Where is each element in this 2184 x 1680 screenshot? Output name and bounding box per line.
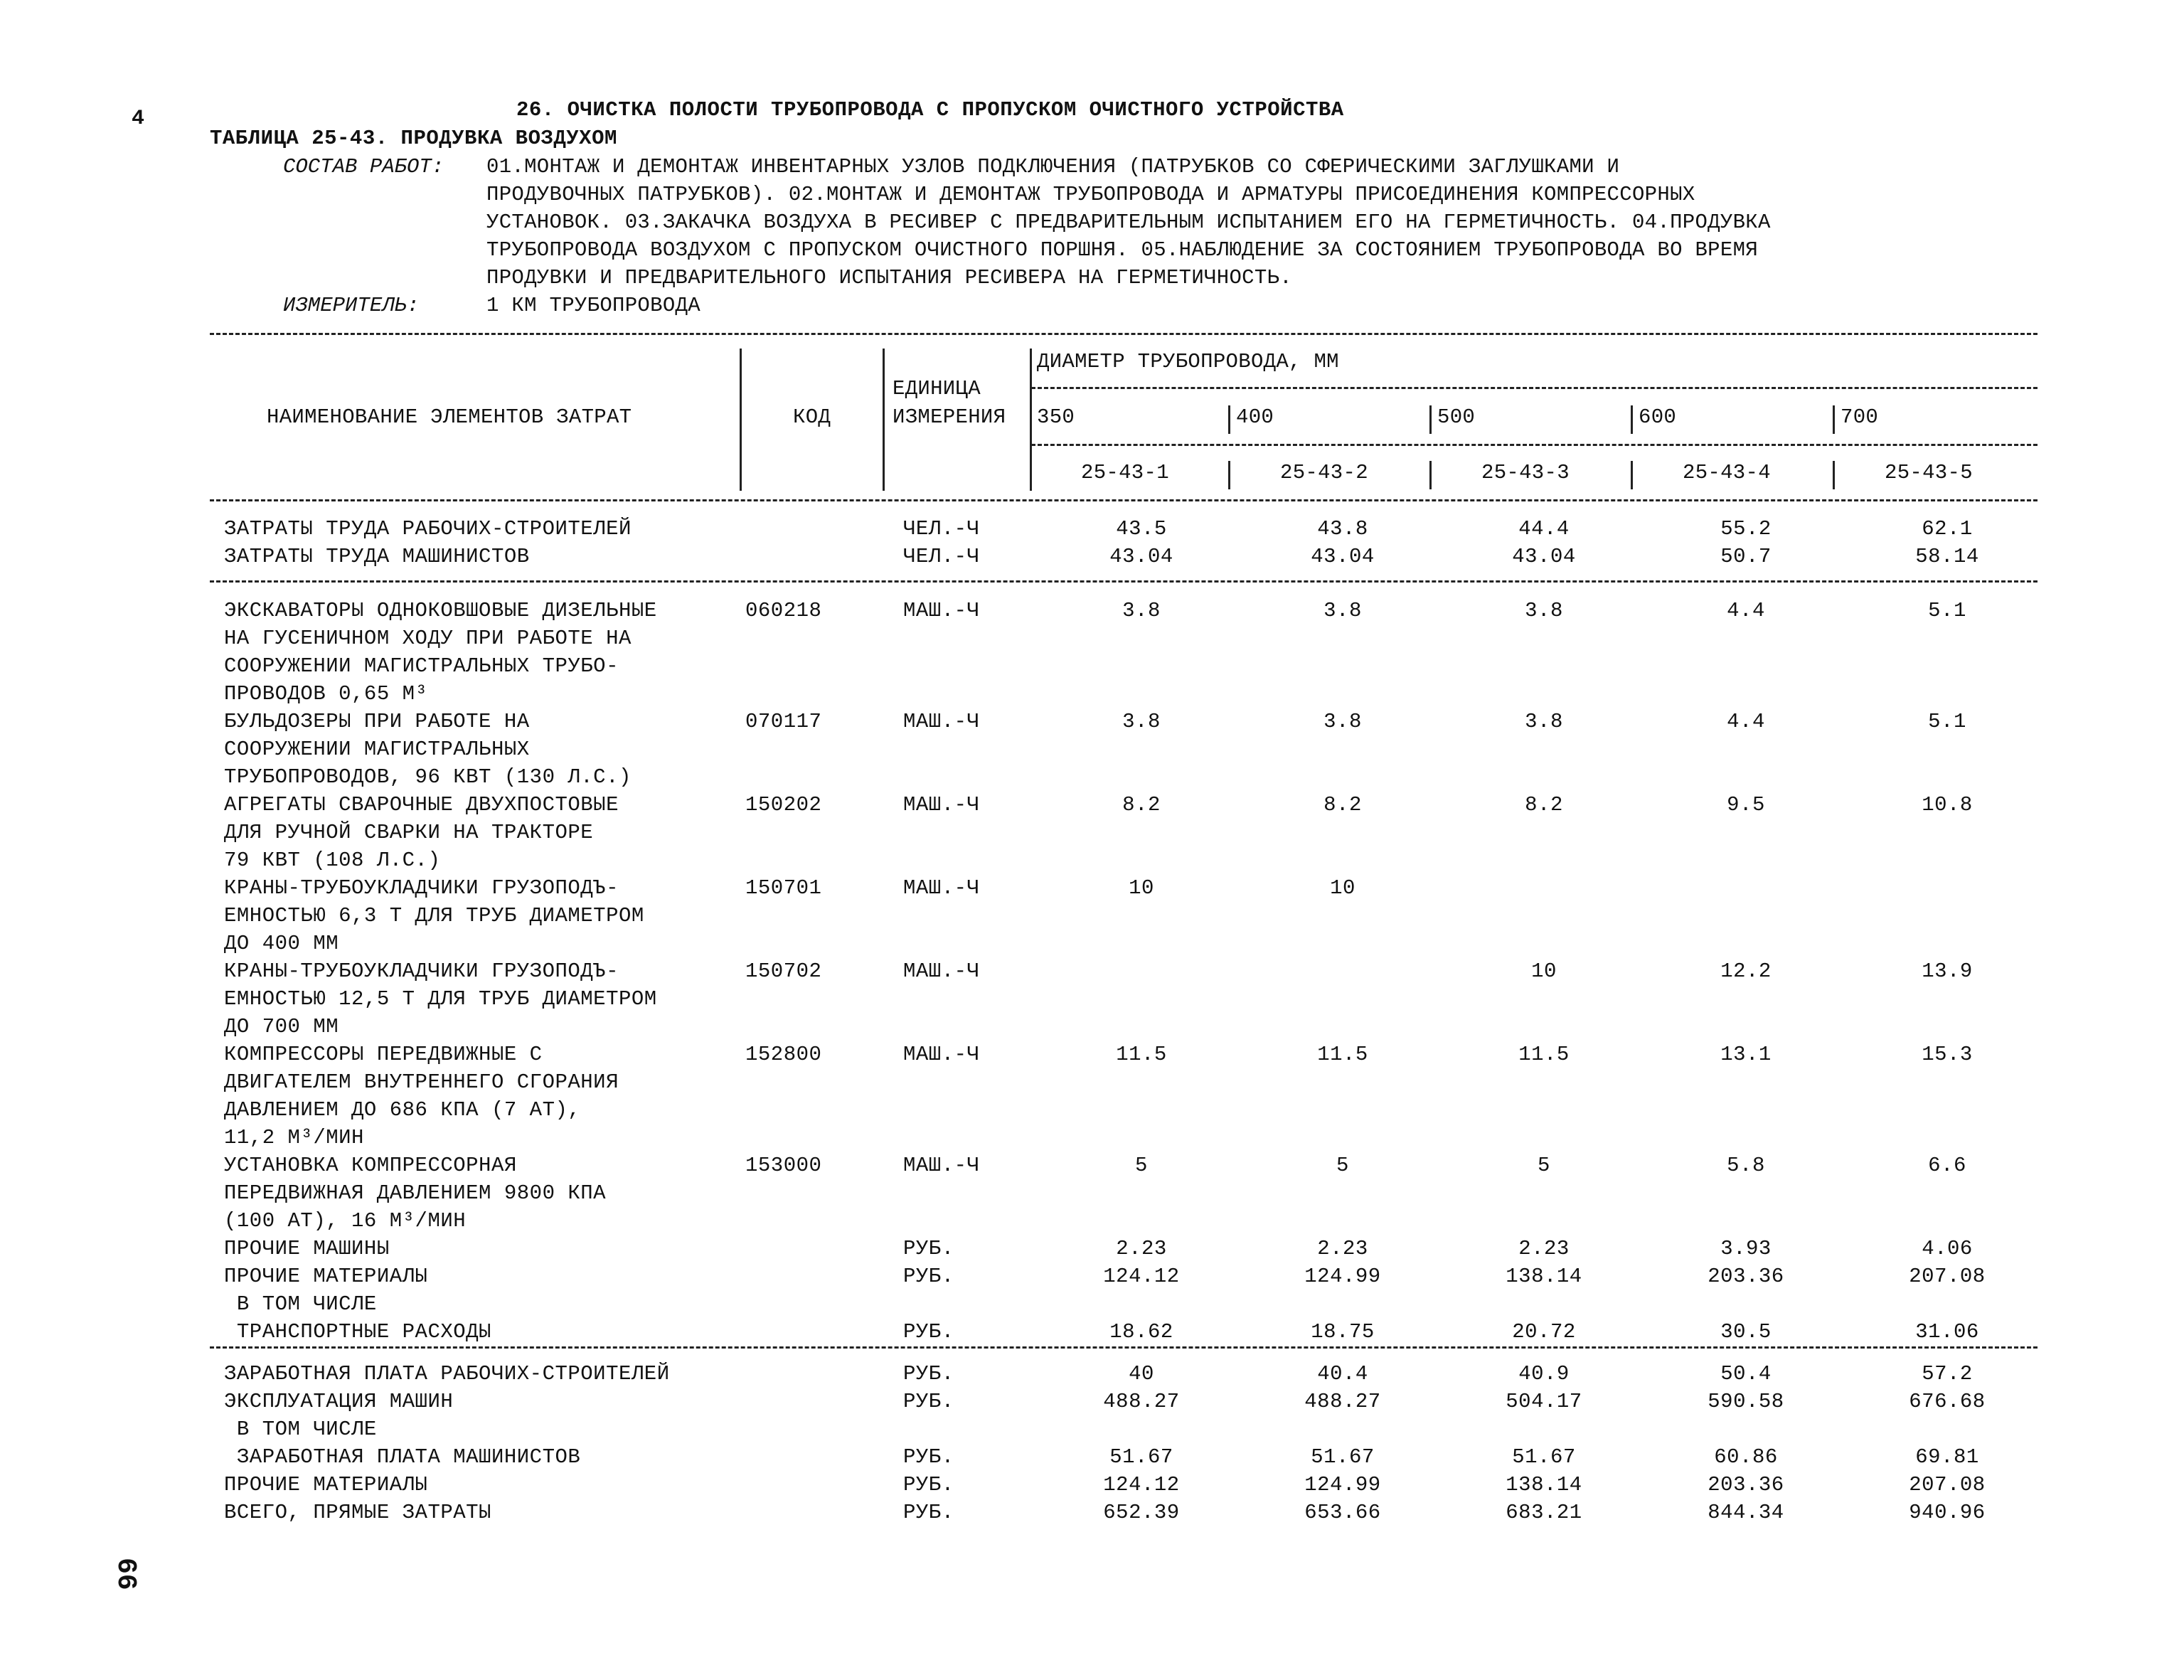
cost-row-unit: РУБ. [903, 1445, 954, 1469]
header-unit-1: ЕДИНИЦА [893, 377, 981, 400]
machine-row-unit: РУБ. [903, 1320, 954, 1344]
cost-row-value: 488.27 [1304, 1390, 1381, 1413]
rule-diameter [1031, 387, 2037, 389]
cost-row-name: ЗАРАБОТНАЯ ПЛАТА МАШИНИСТОВ [224, 1445, 581, 1469]
work-line-4: ТРУБОПРОВОДА ВОЗДУХОМ С ПРОПУСКОМ ОЧИСТНОГО ПОРШНЯ. 05.НАБЛЮДЕНИЕ ЗА СОСТОЯНИЕМ ТРУБОПРОВОДА ВО ВРЕМЯ [486, 238, 1758, 262]
col-divider-unit [1030, 349, 1032, 491]
labor-row-value: 43.04 [1311, 545, 1375, 568]
machine-row-name-line: ТРУБОПРОВОДОВ, 96 КВТ (130 Л.С.) [224, 765, 632, 789]
machine-row-name-line: ЕМНОСТЬЮ 12,5 Т ДЛЯ ТРУБ ДИАМЕТРОМ [224, 987, 657, 1011]
machine-row-name-line: ЕМНОСТЬЮ 6,3 Т ДЛЯ ТРУБ ДИАМЕТРОМ [224, 904, 644, 927]
machine-row-value: 15.3 [1922, 1043, 1973, 1066]
cost-row-value: 60.86 [1714, 1445, 1778, 1469]
work-line-2: ПРОДУВОЧНЫХ ПАТРУБКОВ). 02.МОНТАЖ И ДЕМОНТАЖ ТРУБОПРОВОДА И АРМАТУРЫ ПРИСОЕДИНЕНИЯ КОМПРЕССОРНЫХ [486, 183, 1695, 206]
cost-row-value: 51.67 [1311, 1445, 1375, 1469]
machine-row-value: 5.1 [1928, 710, 1966, 733]
machine-row-value: 5 [1538, 1154, 1550, 1177]
machine-row-value: 2.23 [1317, 1237, 1368, 1260]
cost-row-name: ЗАРАБОТНАЯ ПЛАТА РАБОЧИХ-СТРОИТЕЛЕЙ [224, 1362, 670, 1386]
cost-row-value: 124.99 [1304, 1473, 1381, 1496]
code-divider-4 [1631, 461, 1633, 489]
machine-row-code: 150702 [745, 959, 822, 983]
cost-row-value: 51.67 [1109, 1445, 1173, 1469]
rule-top [210, 333, 2037, 335]
machine-row-unit: МАШ.-Ч [903, 710, 980, 733]
work-line-1: 01.МОНТАЖ И ДЕМОНТАЖ ИНВЕНТАРНЫХ УЗЛОВ ПОДКЛЮЧЕНИЯ (ПАТРУБКОВ СО СФЕРИЧЕСКИМИ ЗАГЛУШКАМИ И [486, 155, 1620, 179]
machine-row-unit: РУБ. [903, 1265, 954, 1288]
col-divider-code [883, 349, 885, 491]
cost-row-value: 50.4 [1720, 1362, 1772, 1386]
machine-row-value: 9.5 [1727, 793, 1765, 817]
machine-row-value: 2.23 [1518, 1237, 1570, 1260]
cost-row-value: 940.96 [1909, 1501, 1986, 1524]
cost-row-value: 652.39 [1103, 1501, 1180, 1524]
machine-row-value: 18.75 [1311, 1320, 1375, 1344]
col-divider-400 [1228, 405, 1230, 434]
machine-row-value: 11.5 [1116, 1043, 1167, 1066]
machine-row-unit: МАШ.-Ч [903, 1154, 980, 1177]
machine-row-unit: РУБ. [903, 1237, 954, 1260]
cost-row-unit: РУБ. [903, 1473, 954, 1496]
col-divider-name [740, 349, 742, 491]
margin-mark: 4 [132, 107, 145, 131]
cost-row-unit: РУБ. [903, 1390, 954, 1413]
machine-row-name-line: СООРУЖЕНИИ МАГИСТРАЛЬНЫХ ТРУБО- [224, 654, 619, 678]
machine-row-name-line: КРАНЫ-ТРУБОУКЛАДЧИКИ ГРУЗОПОДЪ- [224, 876, 619, 900]
machine-row-value: 8.2 [1525, 793, 1563, 817]
work-line-5: ПРОДУВКИ И ПРЕДВАРИТЕЛЬНОГО ИСПЫТАНИЯ РЕСИВЕРА НА ГЕРМЕТИЧНОСТЬ. [486, 266, 1292, 289]
cost-row-value: 40.9 [1518, 1362, 1570, 1386]
machine-row-name-line: ТРАНСПОРТНЫЕ РАСХОДЫ [224, 1320, 491, 1344]
cost-row-value: 653.66 [1304, 1501, 1381, 1524]
machine-row-name-line: ДО 700 ММ [224, 1015, 339, 1038]
machine-row-value: 5.1 [1928, 599, 1966, 622]
machine-row-value: 3.8 [1323, 710, 1362, 733]
machine-row-name-line: НА ГУСЕНИЧНОМ ХОДУ ПРИ РАБОТЕ НА [224, 627, 632, 650]
machine-row-value: 203.36 [1708, 1265, 1784, 1288]
machine-row-value: 10.8 [1922, 793, 1973, 817]
machine-row-value: 3.8 [1122, 599, 1161, 622]
machine-row-name-line: АГРЕГАТЫ СВАРОЧНЫЕ ДВУХПОСТОВЫЕ [224, 793, 619, 817]
machine-row-code: 153000 [745, 1154, 822, 1177]
work-line-3: УСТАНОВОК. 03.ЗАКАЧКА ВОЗДУХА В РЕСИВЕР С ПРЕДВАРИТЕЛЬНЫМ ИСПЫТАНИЕМ ЕГО НА ГЕРМЕТИЧНОСТЬ. 04.ПРОДУВКА [486, 211, 1771, 234]
code-25-43-4: 25-43-4 [1683, 461, 1771, 484]
rule-after-labor [210, 580, 2037, 583]
machine-row-value: 11.5 [1317, 1043, 1368, 1066]
cost-row-value: 57.2 [1922, 1362, 1973, 1386]
measure-label: ИЗМЕРИТЕЛЬ: [283, 294, 420, 317]
code-divider-5 [1833, 461, 1835, 489]
machine-row-name-line: ДВИГАТЕЛЕМ ВНУТРЕННЕГО СГОРАНИЯ [224, 1070, 619, 1094]
col-divider-500 [1429, 405, 1432, 434]
machine-row-name-line: УСТАНОВКА КОМПРЕССОРНАЯ [224, 1154, 517, 1177]
diameter-500: 500 [1437, 405, 1476, 429]
machine-row-name-line: 11,2 М³/МИН [224, 1126, 364, 1149]
machine-row-value: 124.12 [1103, 1265, 1180, 1288]
machine-row-value: 12.2 [1720, 959, 1772, 983]
machine-row-value: 20.72 [1512, 1320, 1576, 1344]
machine-row-name-line: ДЛЯ РУЧНОЙ СВАРКИ НА ТРАКТОРЕ [224, 821, 594, 844]
machine-row-value: 30.5 [1720, 1320, 1772, 1344]
labor-row-unit: ЧЕЛ.-Ч [903, 545, 980, 568]
cost-row-value: 138.14 [1506, 1473, 1582, 1496]
labor-row-value: 43.04 [1512, 545, 1576, 568]
labor-row-name: ЗАТРАТЫ ТРУДА МАШИНИСТОВ [224, 545, 530, 568]
machine-row-name-line: В ТОМ ЧИСЛЕ [224, 1292, 377, 1316]
cost-row-value: 590.58 [1708, 1390, 1784, 1413]
machine-row-name-line: ПРОВОДОВ 0,65 М³ [224, 682, 428, 706]
cost-row-value: 683.21 [1506, 1501, 1582, 1524]
machine-row-value: 124.99 [1304, 1265, 1381, 1288]
machine-row-code: 150202 [745, 793, 822, 817]
machine-row-unit: МАШ.-Ч [903, 876, 980, 900]
machine-row-name-line: ПРОЧИЕ МАШИНЫ [224, 1237, 390, 1260]
col-divider-600 [1631, 405, 1633, 434]
code-divider-2 [1228, 461, 1230, 489]
header-name: НАИМЕНОВАНИЕ ЭЛЕМЕНТОВ ЗАТРАТ [267, 405, 632, 429]
labor-row-value: 55.2 [1720, 517, 1772, 541]
machine-row-name-line: ПРОЧИЕ МАТЕРИАЛЫ [224, 1265, 428, 1288]
machine-row-value: 13.9 [1922, 959, 1973, 983]
cost-row-name: ПРОЧИЕ МАТЕРИАЛЫ [224, 1473, 428, 1496]
labor-row-value: 43.8 [1317, 517, 1368, 541]
machine-row-value: 4.4 [1727, 599, 1765, 622]
labor-row-value: 50.7 [1720, 545, 1772, 568]
machine-row-value: 3.8 [1323, 599, 1362, 622]
machine-row-value: 10 [1129, 876, 1154, 900]
machine-row-unit: МАШ.-Ч [903, 959, 980, 983]
cost-row-value: 40 [1129, 1362, 1154, 1386]
machine-row-value: 3.93 [1720, 1237, 1772, 1260]
machine-row-code: 152800 [745, 1043, 822, 1066]
header-unit-2: ИЗМЕРЕНИЯ [893, 405, 1006, 429]
diameter-350: 350 [1037, 405, 1075, 429]
cost-row-name: ВСЕГО, ПРЯМЫЕ ЗАТРАТЫ [224, 1501, 491, 1524]
machine-row-value: 4.06 [1922, 1237, 1973, 1260]
rule-header-bottom [210, 499, 2037, 501]
code-divider-3 [1429, 461, 1432, 489]
machine-row-name-line: ЭКСКАВАТОРЫ ОДНОКОВШОВЫЕ ДИЗЕЛЬНЫЕ [224, 599, 657, 622]
machine-row-value: 3.8 [1525, 599, 1563, 622]
machine-row-value: 10 [1330, 876, 1355, 900]
labor-row-value: 44.4 [1518, 517, 1570, 541]
table-title: ТАБЛИЦА 25-43. ПРОДУВКА ВОЗДУХОМ [210, 127, 617, 150]
machine-row-value: 5 [1336, 1154, 1349, 1177]
machine-row-value: 5.8 [1727, 1154, 1765, 1177]
code-25-43-3: 25-43-3 [1481, 461, 1570, 484]
machine-row-name-line: СООРУЖЕНИИ МАГИСТРАЛЬНЫХ [224, 738, 530, 761]
header-code: КОД [793, 405, 831, 429]
machine-row-value: 13.1 [1720, 1043, 1772, 1066]
cost-row-name: В ТОМ ЧИСЛЕ [224, 1418, 377, 1441]
machine-row-code: 150701 [745, 876, 822, 900]
cost-row-value: 676.68 [1909, 1390, 1986, 1413]
machine-row-name-line: ПЕРЕДВИЖНАЯ ДАВЛЕНИЕМ 9800 КПА [224, 1181, 607, 1205]
machine-row-name-line: 79 КВТ (108 Л.С.) [224, 849, 441, 872]
diameter-700: 700 [1841, 405, 1879, 429]
cost-row-value: 51.67 [1512, 1445, 1576, 1469]
machine-row-value: 18.62 [1109, 1320, 1173, 1344]
cost-row-value: 124.12 [1103, 1473, 1180, 1496]
machine-row-value: 10 [1531, 959, 1557, 983]
cost-row-value: 504.17 [1506, 1390, 1582, 1413]
machine-row-value: 3.8 [1525, 710, 1563, 733]
rule-codes [1031, 444, 2037, 446]
machine-row-value: 4.4 [1727, 710, 1765, 733]
section-title: 26. ОЧИСТКА ПОЛОСТИ ТРУБОПРОВОДА С ПРОПУСКОМ ОЧИСТНОГО УСТРОЙСТВА [516, 98, 1344, 122]
machine-row-code: 060218 [745, 599, 822, 622]
machine-row-value: 5 [1135, 1154, 1148, 1177]
machine-row-name-line: КОМПРЕССОРЫ ПЕРЕДВИЖНЫЕ С [224, 1043, 543, 1066]
cost-row-unit: РУБ. [903, 1362, 954, 1386]
cost-row-value: 69.81 [1915, 1445, 1979, 1469]
cost-row-unit: РУБ. [903, 1501, 954, 1524]
machine-row-value: 8.2 [1323, 793, 1362, 817]
cost-row-value: 207.08 [1909, 1473, 1986, 1496]
machine-row-unit: МАШ.-Ч [903, 599, 980, 622]
labor-row-name: ЗАТРАТЫ ТРУДА РАБОЧИХ-СТРОИТЕЛЕЙ [224, 517, 632, 541]
machine-row-value: 138.14 [1506, 1265, 1582, 1288]
machine-row-unit: МАШ.-Ч [903, 1043, 980, 1066]
machine-row-value: 11.5 [1518, 1043, 1570, 1066]
labor-row-unit: ЧЕЛ.-Ч [903, 517, 980, 541]
code-25-43-1: 25-43-1 [1081, 461, 1169, 484]
machine-row-value: 207.08 [1909, 1265, 1986, 1288]
labor-row-value: 58.14 [1915, 545, 1979, 568]
machine-row-name-line: (100 АТ), 16 М³/МИН [224, 1209, 467, 1233]
col-divider-700 [1833, 405, 1835, 434]
rule-after-machines [210, 1346, 2037, 1349]
machine-row-value: 3.8 [1122, 710, 1161, 733]
cost-row-value: 203.36 [1708, 1473, 1784, 1496]
labor-row-value: 43.04 [1109, 545, 1173, 568]
cost-row-value: 844.34 [1708, 1501, 1784, 1524]
cost-row-name: ЭКСПЛУАТАЦИЯ МАШИН [224, 1390, 454, 1413]
machine-row-name-line: ДАВЛЕНИЕМ ДО 686 КПА (7 АТ), [224, 1098, 581, 1122]
machine-row-name-line: БУЛЬДОЗЕРЫ ПРИ РАБОТЕ НА [224, 710, 530, 733]
machine-row-name-line: ДО 400 ММ [224, 932, 339, 955]
cost-row-value: 488.27 [1103, 1390, 1180, 1413]
machine-row-name-line: КРАНЫ-ТРУБОУКЛАДЧИКИ ГРУЗОПОДЪ- [224, 959, 619, 983]
machine-row-unit: МАШ.-Ч [903, 793, 980, 817]
labor-row-value: 43.5 [1116, 517, 1167, 541]
measure-value: 1 КМ ТРУБОПРОВОДА [486, 294, 701, 317]
cost-row-value: 40.4 [1317, 1362, 1368, 1386]
work-label: СОСТАВ РАБОТ: [283, 155, 444, 179]
machine-row-code: 070117 [745, 710, 822, 733]
machine-row-value: 8.2 [1122, 793, 1161, 817]
code-25-43-2: 25-43-2 [1280, 461, 1368, 484]
page-number: 66 [110, 1558, 141, 1590]
diameter-600: 600 [1639, 405, 1677, 429]
machine-row-value: 2.23 [1116, 1237, 1167, 1260]
machine-row-value: 31.06 [1915, 1320, 1979, 1344]
header-diameter: ДИАМЕТР ТРУБОПРОВОДА, ММ [1037, 350, 1339, 373]
labor-row-value: 62.1 [1922, 517, 1973, 541]
diameter-400: 400 [1236, 405, 1274, 429]
machine-row-value: 6.6 [1928, 1154, 1966, 1177]
code-25-43-5: 25-43-5 [1885, 461, 1973, 484]
